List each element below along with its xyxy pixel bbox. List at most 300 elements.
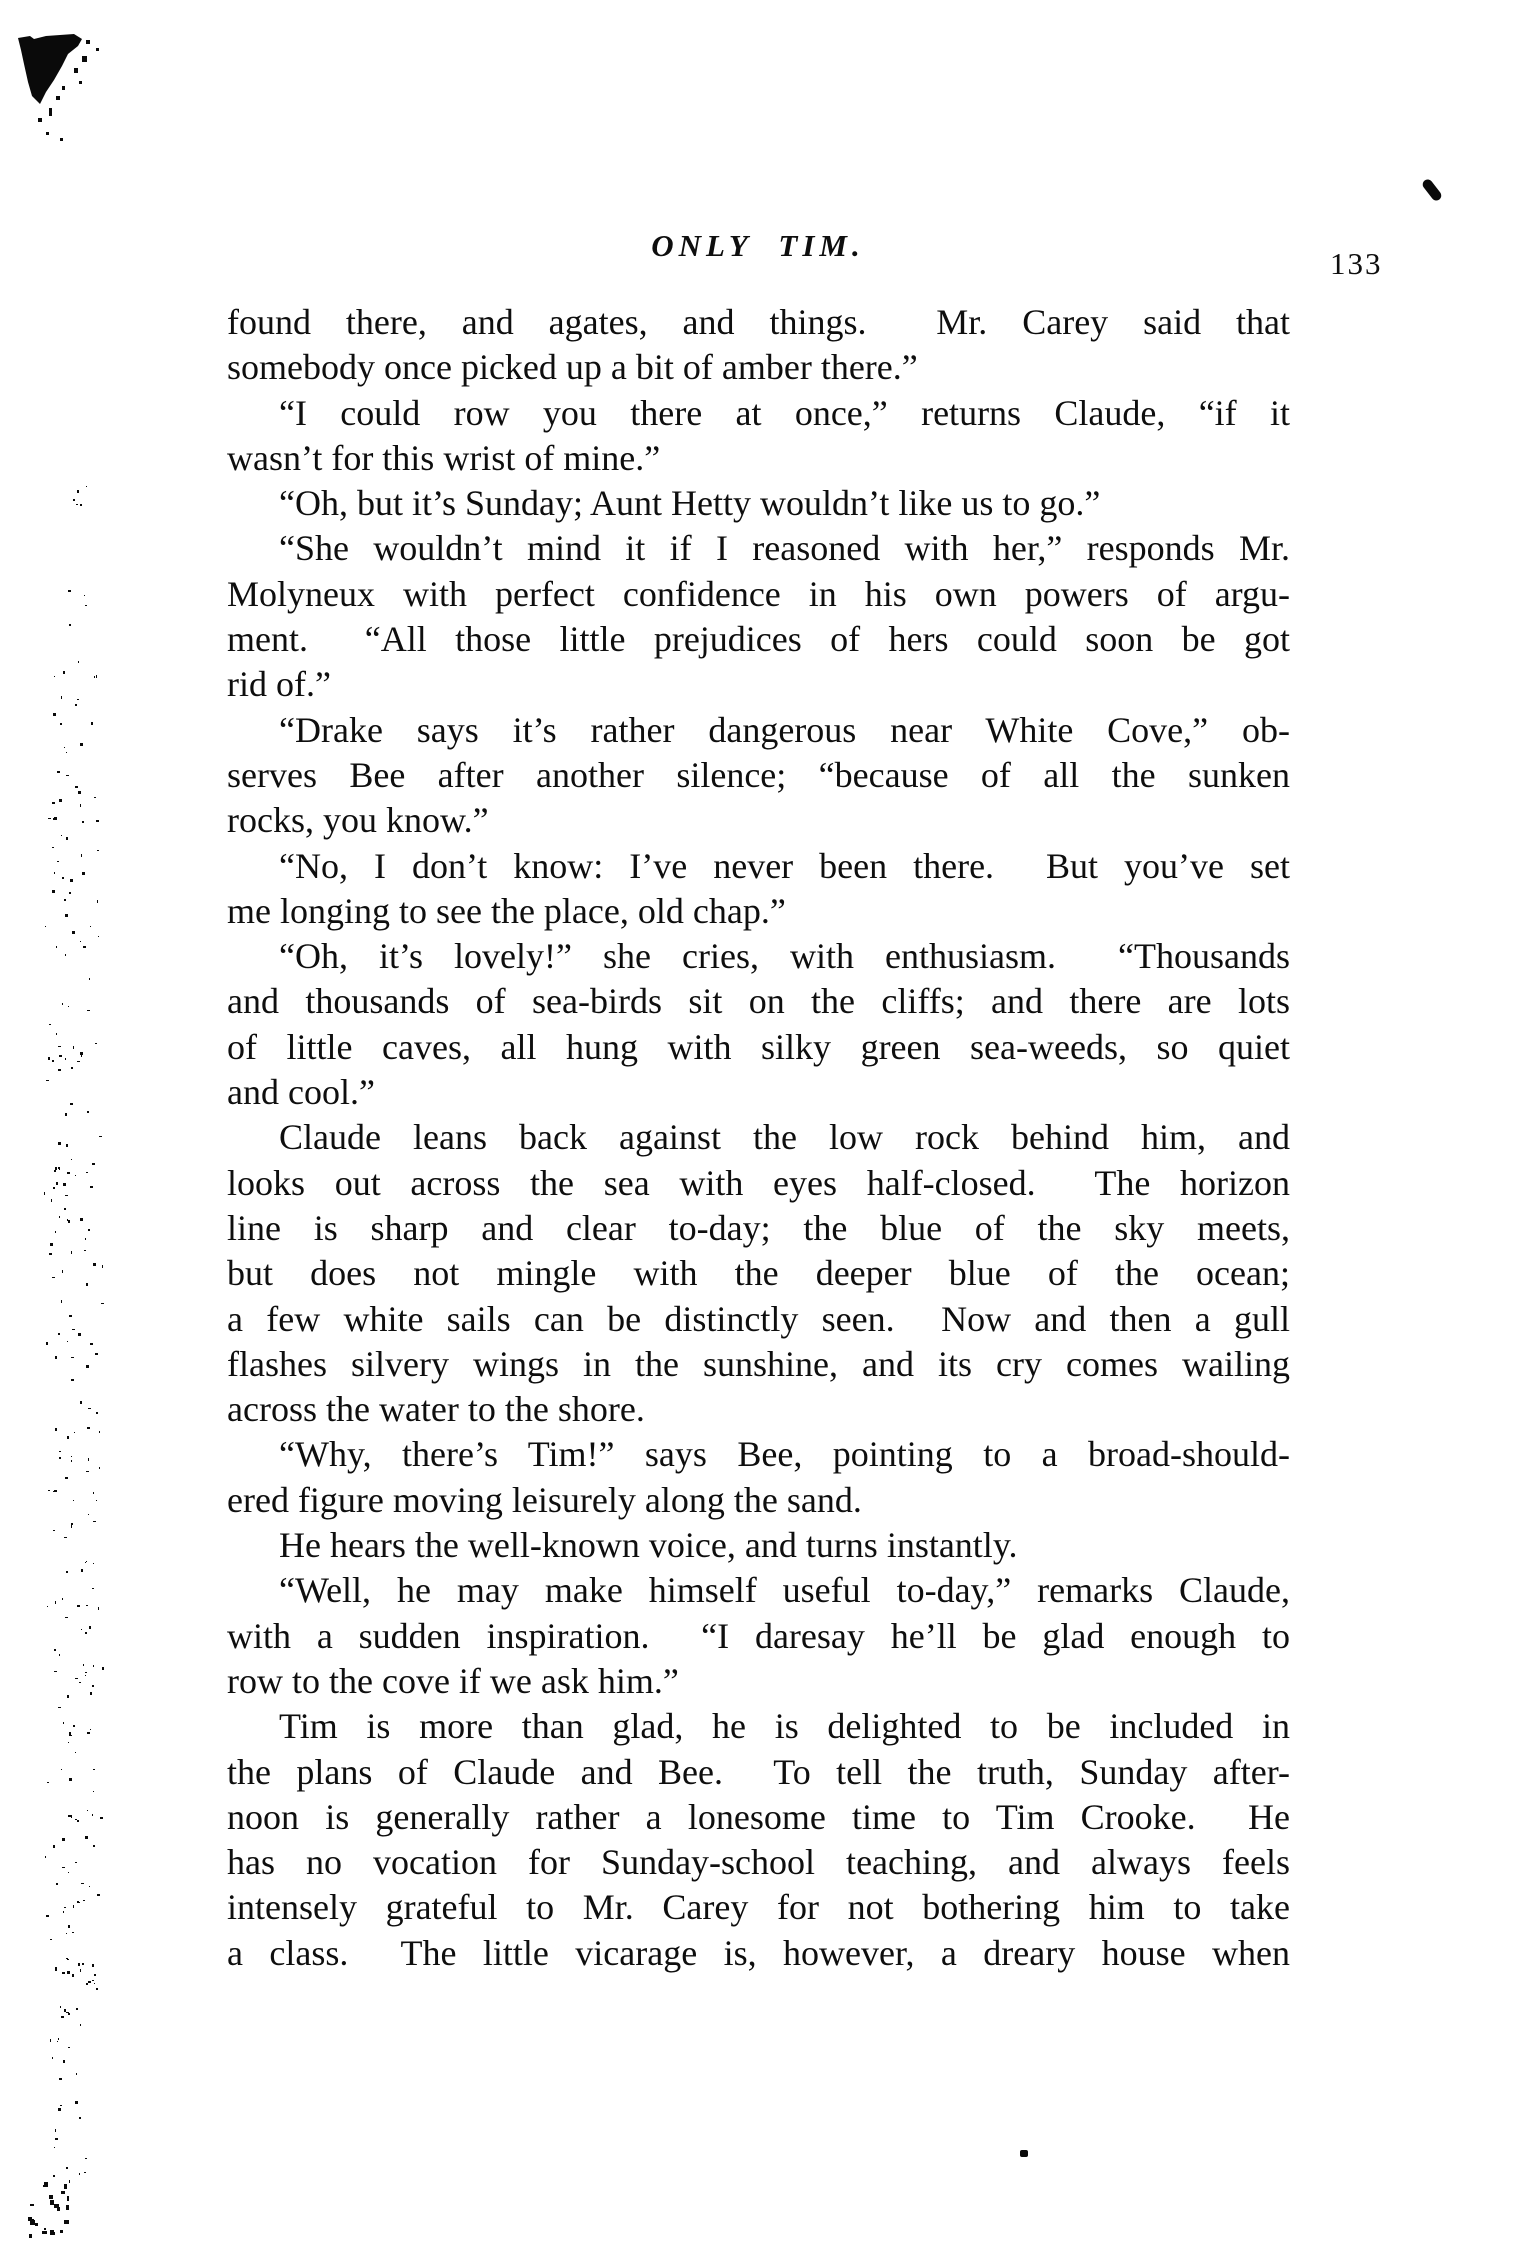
speck-dot	[61, 1769, 62, 1770]
speck-dot	[45, 926, 46, 927]
speck-dot	[75, 2101, 77, 2104]
speck-dot	[77, 699, 79, 700]
speck-dot	[79, 2173, 80, 2175]
speck-dot	[90, 1186, 93, 1188]
text-line: me longing to see the place, old chap.”	[227, 890, 786, 931]
speck-dot	[94, 676, 95, 678]
speck-dot	[71, 1379, 74, 1381]
speck-dot	[85, 605, 87, 606]
speck-dot	[54, 1170, 56, 1172]
speck-dot	[84, 1250, 86, 1251]
speck-dot	[71, 1460, 72, 1462]
speck-dot	[35, 2223, 38, 2226]
speck-dot	[46, 1915, 49, 1917]
speck-dot	[69, 2180, 70, 2183]
speck-dot	[62, 1838, 65, 1841]
speck-dot	[58, 1707, 61, 1708]
speck-dot	[64, 747, 65, 748]
speck-dot	[79, 2117, 81, 2119]
speck-dot	[75, 1175, 76, 1176]
speck-dot	[92, 1964, 94, 1967]
page-title: ONLY TIM.	[651, 228, 865, 263]
speck-dot	[99, 1467, 100, 1469]
speck-dot	[92, 1588, 94, 1589]
stray-dot-artifact	[1020, 2150, 1028, 2157]
speck-dot	[53, 1845, 55, 1848]
speck-dot	[30, 2220, 35, 2224]
speck-dot	[73, 499, 75, 501]
speck-dot	[54, 1490, 57, 1492]
speck-dot	[59, 1216, 60, 1218]
speck-dot	[75, 1678, 78, 1679]
ink-smudge-artifact	[16, 26, 126, 156]
speck-dot	[96, 820, 99, 822]
speck-dot	[78, 661, 80, 663]
speck-dot	[96, 1988, 98, 1990]
text-line: the plans of Claude and Bee. To tell the truth, Sunday after-	[227, 1751, 1290, 1792]
speck-dot	[85, 1675, 86, 1676]
speck-dot	[69, 1732, 71, 1735]
speck-dot	[56, 1883, 58, 1885]
speck-dot	[49, 2195, 53, 2199]
speck-dot	[64, 899, 66, 901]
speck-dot	[55, 1601, 56, 1604]
text-line: somebody once picked up a bit of amber there.”	[227, 347, 918, 388]
text-line: “Oh, but it’s Sunday; Aunt Hetty wouldn’t like us to go.”	[279, 483, 1101, 524]
speck-dot	[55, 1356, 57, 1359]
speck-dot	[77, 490, 79, 492]
speck-dot	[54, 2147, 56, 2148]
speck-dot	[93, 1665, 94, 1667]
speck-dot	[98, 1607, 99, 1610]
speck-dot	[101, 1303, 104, 1304]
speck-dot	[77, 1820, 79, 1822]
text-line: Molyneux with perfect confidence in his own powers of argu-	[227, 573, 1290, 614]
speck-dot	[55, 1231, 56, 1233]
speck-dot	[48, 1057, 50, 1060]
text-line: with a sudden inspiration. “I daresay he’ll be glad enough to	[227, 1615, 1290, 1656]
speck-dot	[88, 1514, 89, 1515]
speck-dot	[71, 1067, 73, 1069]
speck-dot	[62, 1972, 65, 1974]
speck-dot	[65, 914, 68, 917]
speck-dot	[77, 1901, 79, 1902]
speck-dot	[68, 590, 71, 592]
speck-dot	[93, 1791, 94, 1792]
speck-dot	[86, 1283, 88, 1286]
speck-dot	[59, 1451, 61, 1452]
speck-dot	[86, 1365, 89, 1368]
speck-dot	[62, 1598, 63, 1600]
speck-dot	[66, 775, 69, 776]
speck-dot	[58, 1333, 60, 1335]
speck-dot	[49, 1253, 52, 1255]
text-line: flashes silvery wings in the sunshine, and its cry comes wailing	[227, 1343, 1290, 1384]
speck-dot	[73, 1500, 74, 1501]
speck-dot	[69, 1735, 72, 1736]
speck-dot	[96, 1412, 98, 1414]
speck-dot	[70, 1103, 73, 1105]
speck-dot	[44, 1192, 45, 1195]
speck-dot	[52, 847, 54, 848]
speck-dot	[82, 821, 84, 823]
speck-dot	[64, 1907, 66, 1908]
speck-dot	[81, 1569, 83, 1572]
speck-dot	[91, 722, 93, 725]
speck-dot	[84, 595, 86, 596]
speck-dot	[56, 1182, 58, 1185]
text-line: “Oh, it’s lovely!” she cries, with enthusiasm. “Thousands	[279, 936, 1290, 977]
speck-dot	[54, 1671, 57, 1672]
speck-dot	[97, 850, 99, 851]
speck-dot	[67, 1695, 69, 1698]
speck-dot	[87, 1111, 89, 1113]
speck-dot	[68, 1872, 69, 1873]
speck-dot	[89, 1626, 91, 1629]
speck-dot	[52, 1060, 53, 1062]
text-line: “No, I don’t know: I’ve never been there. But you’ve set	[279, 845, 1290, 886]
speck-dot	[65, 1195, 68, 1196]
speck-dot	[56, 1033, 57, 1035]
speck-dot	[59, 1654, 60, 1656]
speck-dot	[71, 1251, 72, 1254]
text-line: Tim is more than glad, he is delighted to be included in	[279, 1706, 1290, 1747]
speck-dot	[52, 802, 55, 804]
speck-dot	[80, 804, 81, 807]
speck-dot	[55, 1967, 57, 1970]
text-line: ered figure moving leisurely along the sand.	[227, 1479, 862, 1520]
speck-dot	[60, 2230, 63, 2233]
speck-dot	[99, 1136, 102, 1137]
speck-dot	[52, 2057, 53, 2059]
speck-dot	[95, 1043, 97, 1044]
text-line: serves Bee after another silence; “because of all the sunken	[227, 754, 1290, 795]
speck-dot	[53, 1060, 54, 1062]
speck-dot	[57, 861, 59, 862]
speck-dot	[44, 2228, 46, 2230]
speck-dot	[65, 1058, 66, 1060]
speck-dot	[63, 1183, 66, 1186]
speck-dot	[79, 1682, 81, 1683]
speck-dot	[67, 1341, 68, 1342]
speck-dot	[75, 704, 77, 706]
speck-dot	[64, 2220, 69, 2225]
speck-dot	[102, 1265, 103, 1268]
text-line: wasn’t for this wrist of mine.”	[227, 437, 661, 478]
speck-dot	[54, 872, 55, 874]
text-line: but does not mingle with the deeper blue of the ocean;	[227, 1253, 1290, 1294]
speck-dot	[85, 1238, 86, 1240]
speck-dot	[70, 879, 73, 882]
speck-dot	[50, 2232, 55, 2236]
speck-dot	[88, 1981, 91, 1983]
speck-dot	[58, 1167, 60, 1169]
speck-dot	[50, 1243, 53, 1246]
speck-dot	[68, 1006, 69, 1007]
speck-dot	[54, 1649, 56, 1651]
speck-dot	[85, 1836, 88, 1839]
speck-dot	[74, 1432, 75, 1433]
speck-dot	[55, 1428, 57, 1431]
text-line: and cool.”	[227, 1072, 375, 1113]
speck-dot	[90, 1343, 93, 1345]
speck-dot	[93, 1845, 95, 1847]
speck-dot	[94, 797, 96, 798]
speck-dot	[67, 2196, 69, 2201]
speck-dot	[98, 936, 99, 937]
speck-dot	[76, 504, 78, 506]
speck-dot	[89, 1886, 90, 1887]
speck-dot	[76, 2073, 78, 2075]
speck-dot	[61, 2191, 65, 2194]
speck-dot	[53, 1530, 55, 1531]
speck-dot	[65, 954, 66, 956]
speck-dot	[68, 1925, 70, 1928]
speck-dot	[66, 1144, 68, 1147]
speck-dot	[68, 1220, 70, 1223]
speck-dot	[80, 941, 81, 942]
speck-dot	[93, 1492, 94, 1494]
speck-dot	[88, 1229, 90, 1231]
text-line: found there, and agates, and things. Mr. Carey said that	[227, 302, 1290, 342]
speck-dot	[66, 1933, 67, 1934]
text-line: Claude leans back against the low rock behind him, and	[279, 1117, 1290, 1158]
speck-dot	[67, 1971, 70, 1974]
speck-dot	[67, 1959, 69, 1960]
speck-dot	[62, 1270, 63, 1273]
text-line: a few white sails can be distinctly seen. Now and then a gull	[227, 1298, 1290, 1339]
speck-dot	[72, 931, 75, 934]
speck-dot	[69, 892, 71, 894]
speck-dot	[60, 723, 62, 725]
speck-dot	[48, 1490, 50, 1491]
speck-dot	[86, 1983, 88, 1985]
speck-dot	[66, 837, 68, 840]
speck-dot	[80, 1218, 83, 1221]
speck-dot	[90, 1692, 92, 1695]
text-line: “Well, he may make himself useful to-day,” remarks Claude,	[279, 1570, 1290, 1611]
speck-dot	[85, 1672, 87, 1673]
speck-dot	[69, 1778, 72, 1781]
speck-dot	[77, 1061, 80, 1062]
text-line: a class. The little vicarage is, however, a dreary house when	[227, 1932, 1290, 1973]
text-line: row to the cove if we ask him.”	[227, 1660, 679, 1701]
speck-dot	[59, 1055, 62, 1057]
speck-dot	[85, 1562, 86, 1563]
speck-dot	[78, 1333, 81, 1336]
speck-dot	[93, 1263, 96, 1266]
speck-dot	[57, 771, 60, 773]
speck-dot	[66, 2167, 68, 2169]
speck-dot	[85, 1632, 87, 1634]
speck-dot	[83, 1664, 84, 1666]
speck-dot	[63, 2060, 65, 2062]
speck-dot	[58, 1069, 61, 1071]
speck-dot	[87, 1010, 90, 1011]
speck-dot	[69, 1315, 72, 1317]
speck-dot	[55, 2129, 57, 2132]
speck-dot	[87, 1427, 90, 1429]
speck-dot	[80, 504, 83, 506]
speck-dot	[88, 1458, 89, 1461]
text-line: line is sharp and clear to-day; the blue of the sky meets,	[227, 1207, 1290, 1248]
speck-dot	[44, 2182, 49, 2186]
speck-dot	[81, 854, 82, 857]
speck-dot	[58, 1142, 61, 1145]
speck-dot	[47, 1606, 48, 1607]
speck-dot	[47, 1782, 49, 1783]
speck-dot	[75, 1819, 77, 1820]
speck-dot	[72, 1932, 74, 1933]
speck-dot	[45, 1856, 46, 1858]
speck-dot	[88, 1408, 91, 1409]
speck-dot	[80, 1401, 82, 1404]
speck-dot	[82, 1963, 84, 1965]
speck-dot	[53, 2175, 55, 2178]
speck-dot	[51, 1199, 52, 1202]
speck-dot	[65, 1113, 67, 1116]
speck-dot	[72, 1329, 75, 1330]
speck-dot	[81, 1629, 82, 1630]
text-line: looks out across the sea with eyes half-closed. The horizon	[227, 1162, 1290, 1203]
text-line: ment. “All those little prejudices of hers could soon be got	[227, 619, 1290, 660]
speck-dot	[59, 2078, 62, 2080]
speck-dot	[71, 1456, 72, 1457]
speck-dot	[93, 1521, 96, 1522]
speck-dot	[75, 1862, 77, 1863]
speck-dot	[86, 1605, 88, 1606]
speck-dot	[61, 2016, 63, 2019]
speck-dot	[99, 1431, 100, 1433]
speck-dot	[96, 675, 97, 678]
speck-dot	[102, 1667, 104, 1670]
text-line: across the water to the shore.	[227, 1389, 645, 1430]
speck-dot	[59, 1457, 61, 1459]
text-line: He hears the well-known voice, and turns instantly.	[279, 1525, 1018, 1566]
speck-dot	[86, 1172, 88, 1173]
speck-dot	[86, 486, 88, 488]
speck-dot	[97, 900, 98, 903]
speck-dot	[76, 2008, 78, 2010]
text-line: rocks, you know.”	[227, 800, 489, 841]
speck-dot	[54, 2204, 59, 2208]
text-line: has no vocation for Sunday-school teaching, and always feels	[227, 1842, 1290, 1883]
text-line: noon is generally rather a lonesome time to Tim Crooke. He	[227, 1796, 1290, 1837]
speck-dot	[83, 946, 86, 948]
speck-dot	[60, 2105, 61, 2106]
speck-dot	[63, 671, 65, 674]
running-head	[0, 228, 1516, 264]
speck-dot	[75, 1752, 76, 1753]
speck-dot	[85, 2158, 88, 2160]
speck-dot	[92, 1980, 94, 1981]
speck-dot	[81, 1055, 82, 1057]
speck-dot	[71, 1357, 74, 1358]
speck-dot	[68, 2047, 70, 2048]
speck-dot	[86, 1561, 87, 1562]
speck-dot	[81, 1883, 84, 1884]
speck-dot	[64, 1208, 66, 1210]
speck-dot	[87, 1810, 88, 1811]
text-line: rid of.”	[227, 664, 331, 705]
body-text	[227, 300, 1290, 1976]
speck-dot	[90, 926, 91, 927]
speck-dot	[87, 1732, 90, 1734]
speck-dot	[63, 1911, 64, 1913]
speck-dot	[92, 1685, 94, 1687]
speck-dot	[82, 872, 85, 875]
speck-dot	[72, 1974, 74, 1977]
speck-dot	[50, 2039, 51, 2042]
speck-dot	[62, 877, 64, 879]
speck-dot	[42, 2231, 47, 2233]
speck-dot	[48, 818, 51, 819]
speck-dot	[75, 786, 78, 788]
speck-dot	[61, 696, 62, 699]
speck-dot	[73, 1046, 74, 1049]
speck-dot	[67, 1436, 69, 1439]
speck-dot	[49, 1024, 51, 1025]
speck-dot	[84, 2172, 86, 2174]
text-line: and thousands of sea-birds sit on the cliffs; and there are lots	[227, 981, 1290, 1022]
speck-dot	[64, 2184, 68, 2189]
speck-dot	[80, 743, 83, 746]
speck-dot	[57, 2041, 59, 2042]
speck-dot	[64, 1537, 67, 1538]
text-line: intensely grateful to Mr. Carey for not bothering him to take	[227, 1887, 1290, 1928]
speck-dot	[80, 1969, 81, 1972]
speck-dot	[58, 1046, 61, 1047]
speck-dot	[77, 1605, 80, 1607]
speck-dot	[54, 676, 55, 677]
speck-dot	[93, 1769, 95, 1770]
speck-dot	[55, 2138, 58, 2140]
speck-dot	[60, 2006, 61, 2008]
text-line: of little caves, all hung with silky green sea-weeds, so quiet	[227, 1026, 1290, 1067]
speck-dot	[78, 1963, 80, 1966]
text-line: “Why, there’s Tim!” says Bee, pointing to a broad-should-	[279, 1434, 1290, 1475]
speck-dot	[53, 1187, 55, 1189]
speck-dot	[67, 1172, 70, 1174]
speck-dot	[71, 1523, 73, 1525]
speck-dot	[89, 978, 90, 980]
speck-dot	[83, 1900, 85, 1901]
speck-dot	[52, 890, 55, 893]
speck-dot	[80, 2024, 81, 2026]
speck-dot	[97, 1894, 100, 1896]
speck-dot	[92, 1814, 93, 1816]
speck-dot	[66, 2205, 69, 2210]
speck-dot	[61, 835, 62, 836]
speck-dot	[46, 1080, 49, 1081]
speck-dot	[94, 1983, 95, 1984]
speck-dot	[66, 2012, 69, 2014]
speck-dot	[56, 946, 57, 948]
page-number: 133	[1330, 246, 1383, 281]
speck-dot	[69, 624, 70, 625]
speck-dot	[58, 2108, 61, 2110]
speck-dot	[63, 1722, 64, 1724]
speck-dot	[78, 791, 81, 794]
speck-dot	[66, 752, 67, 753]
speck-dot	[53, 818, 54, 820]
speck-dot	[68, 1742, 69, 1743]
speck-dot	[65, 1617, 68, 1618]
speck-dot	[73, 1725, 75, 1727]
speck-dot	[95, 1353, 98, 1355]
speck-dot	[54, 817, 57, 820]
speck-dot	[94, 1974, 96, 1976]
